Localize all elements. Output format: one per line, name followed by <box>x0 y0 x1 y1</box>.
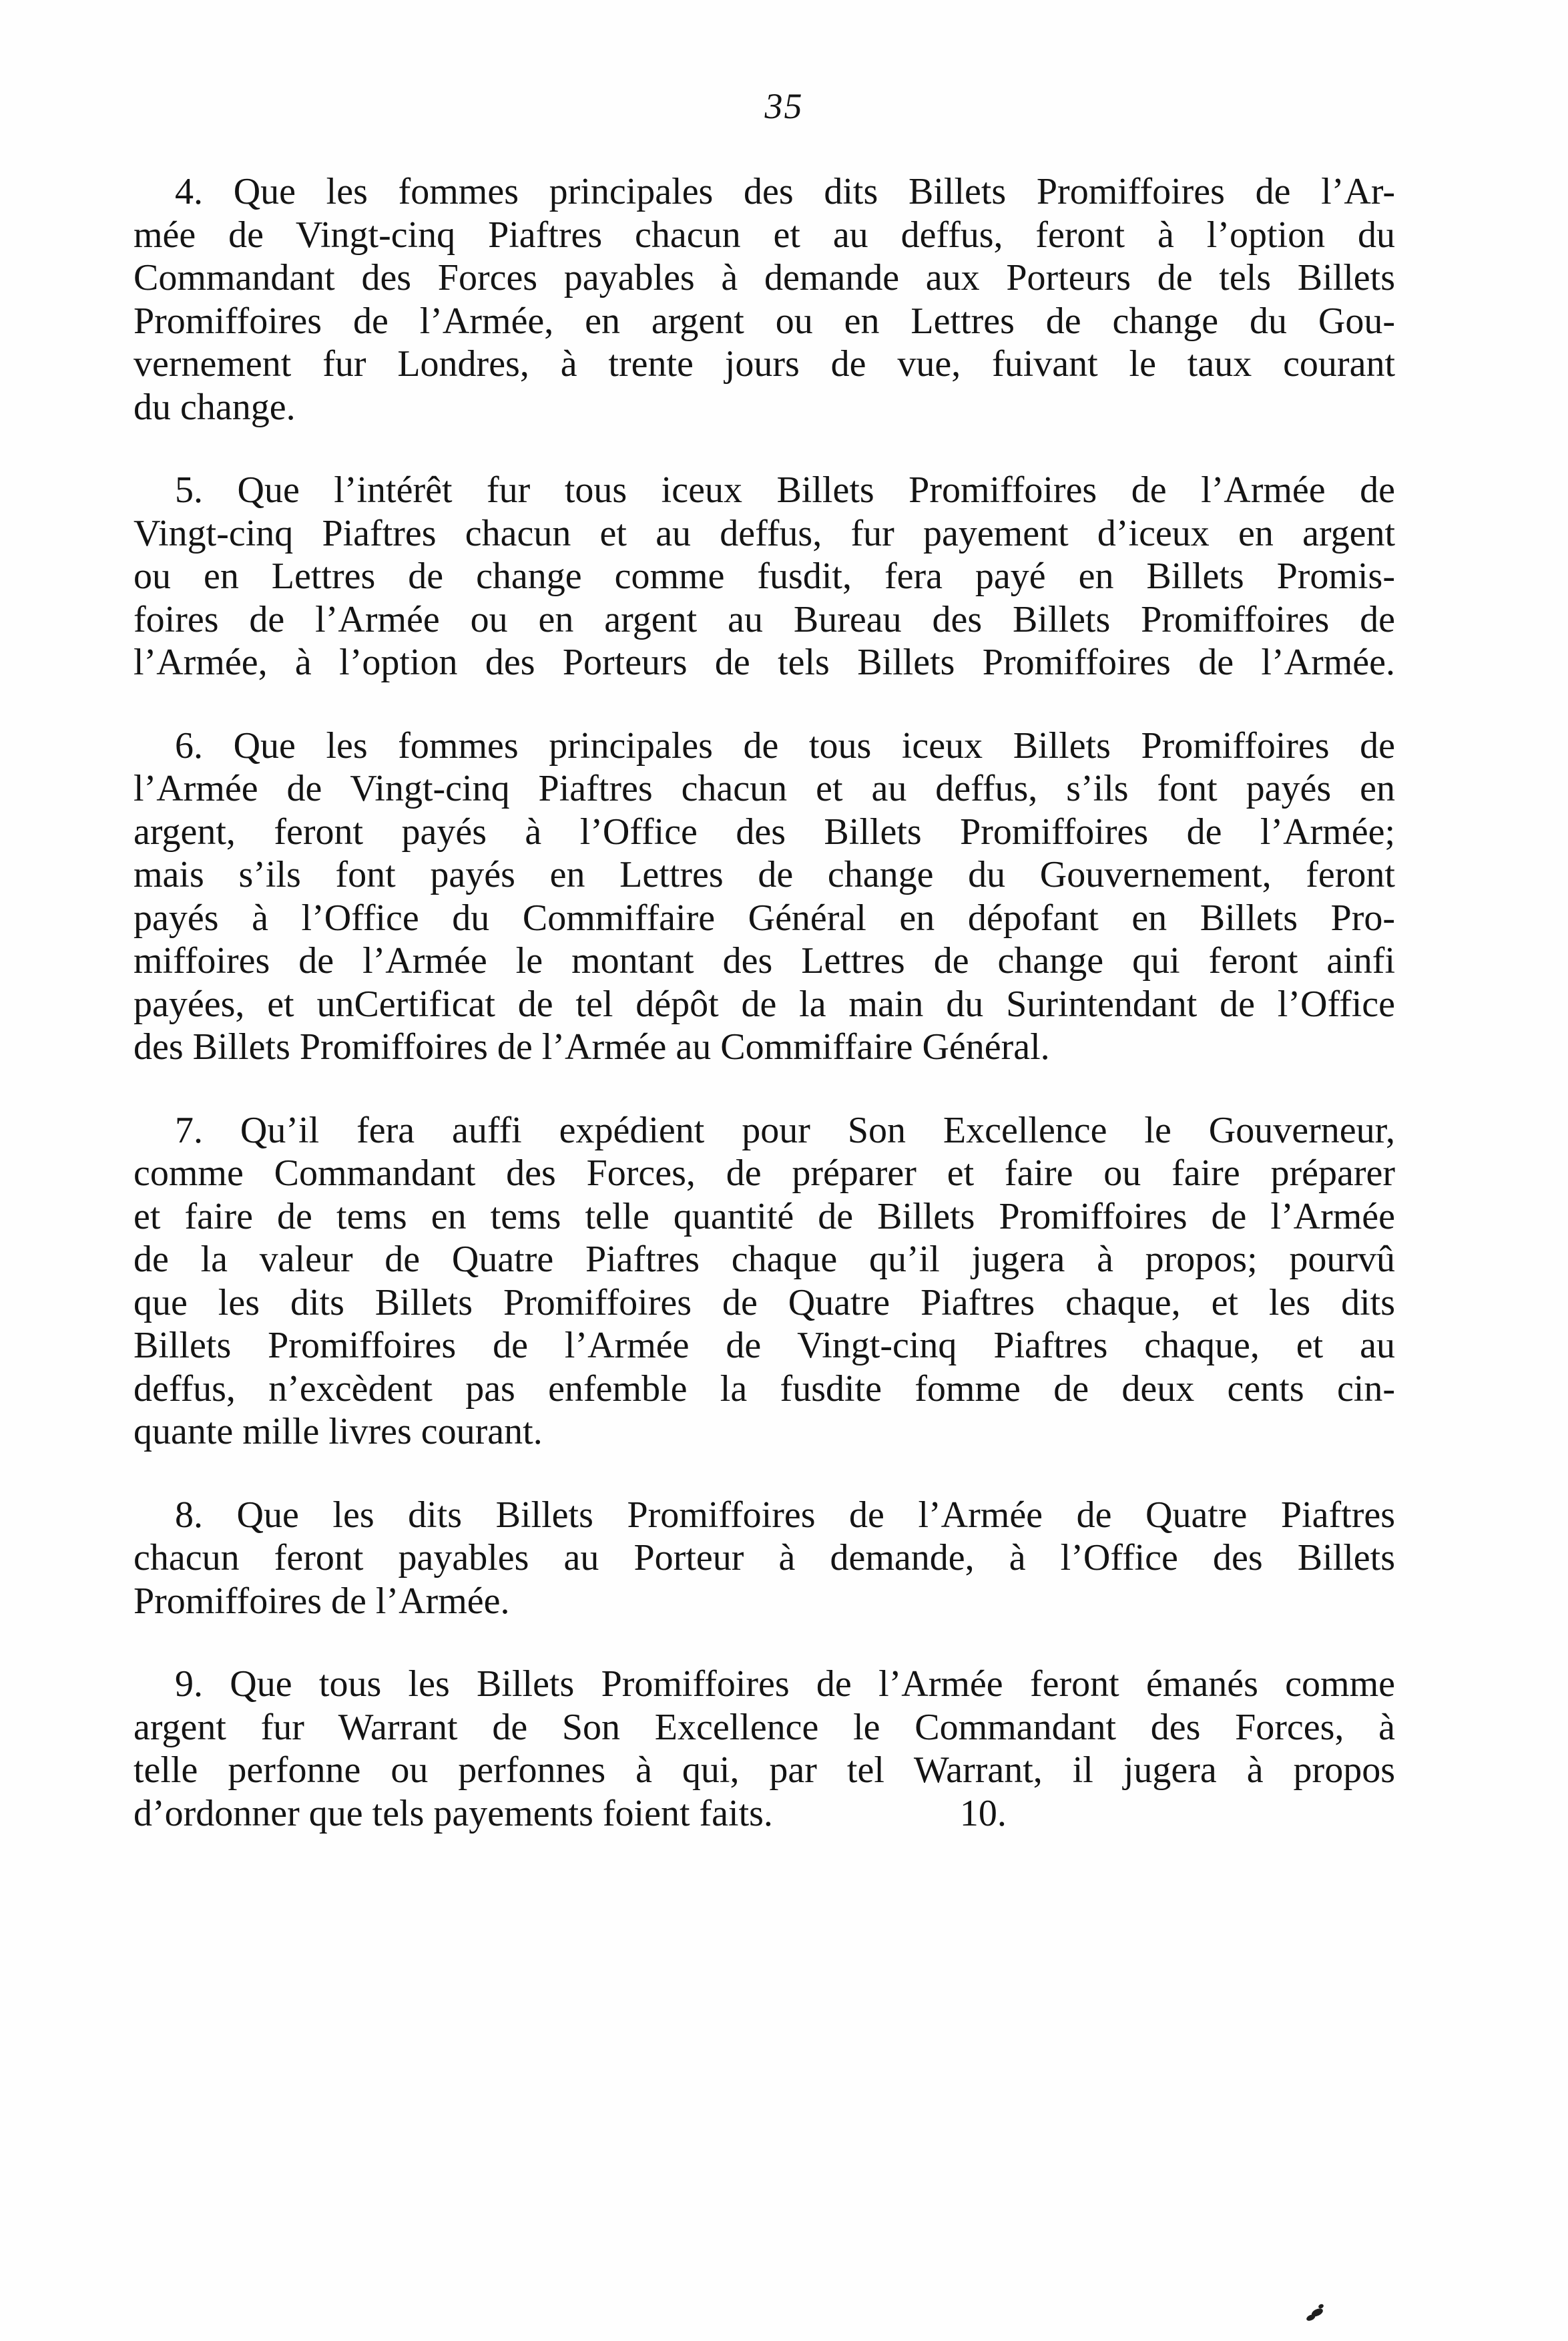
text-line: comme Commandant des Forces, de préparer et faire ou faire préparer <box>134 1152 1395 1194</box>
text-line: que les dits Billets Promiffoires de Quatre Piaftres chaque, et les dits <box>134 1281 1395 1323</box>
document-body <box>134 170 1395 1875</box>
text-line: foires de l’Armée ou en argent au Bureau des Billets Promiffoires de <box>134 598 1395 640</box>
text-line: 4. Que les fommes principales des dits Billets Promiffoires de l’Ar- <box>175 171 1395 212</box>
text-line: 9. Que tous les Billets Promiffoires de l’Armée feront émanés comme <box>175 1663 1395 1705</box>
text-line: quante mille livres courant. <box>134 1411 543 1452</box>
text-line: chacun feront payables au Porteur à demande, à l’Office des Billets <box>134 1537 1395 1578</box>
article-7 <box>134 1109 1395 1454</box>
catchword-line: d’ordonner que tels payements foient faits. 10. <box>134 1792 1007 1834</box>
text-line: du change. <box>134 386 296 428</box>
page-number: 35 <box>764 86 804 126</box>
text-line: deffus, n’excèdent pas enfemble la fusdite fomme de deux cents cin- <box>134 1367 1395 1410</box>
text-line: argent fur Warrant de Son Excellence le Commandant des Forces, à <box>134 1706 1395 1748</box>
text-line: vernement fur Londres, à trente jours de vue, fuivant le taux courant <box>134 343 1395 385</box>
text-line: 6. Que les fommes principales de tous iceux Billets Promiffoires de <box>175 724 1395 767</box>
text-line: Commandant des Forces payables à demande aux Porteurs de tels Billets <box>134 257 1395 298</box>
text-line: Billets Promiffoires de l’Armée de Vingt-cinq Piaftres chaque, et au <box>134 1325 1395 1366</box>
text-line: 5. Que l’intérêt fur tous iceux Billets Promiffoires de l’Armée de <box>175 469 1395 511</box>
text-line: payées, et unCertificat de tel dépôt de la main du Surintendant de l’Office <box>134 983 1395 1025</box>
text-line: argent, feront payés à l’Office des Billets Promiffoires de l’Armée; <box>134 811 1395 853</box>
text-line: Promiffoires de l’Armée, en argent ou en Lettres de change du Gou- <box>134 300 1395 342</box>
text-line: miffoires de l’Armée le montant des Lettres de change qui feront ainfi <box>134 940 1395 982</box>
article-5 <box>134 469 1395 684</box>
text-line: l’Armée, à l’option des Porteurs de tels Billets Promiffoires de l’Armée. <box>134 642 1395 683</box>
article-6 <box>134 724 1395 1069</box>
ink-speck <box>1303 2303 1329 2324</box>
text-line: 7. Qu’il fera auffi expédient pour Son Excellence le Gouverneur, <box>175 1109 1395 1151</box>
text-line: ou en Lettres de change comme fusdit, fera payé en Billets Promis- <box>134 556 1395 597</box>
text-line: payés à l’Office du Commiffaire Général en dépofant en Billets Pro- <box>134 897 1395 939</box>
text-line: de la valeur de Quatre Piaftres chaque qu’il jugera à propos; pourvû <box>134 1239 1395 1280</box>
article-4 <box>134 170 1395 429</box>
text-line: Promiffoires de l’Armée. <box>134 1580 510 1622</box>
article-8 <box>134 1494 1395 1623</box>
text-line: 8. Que les dits Billets Promiffoires de l’Armée de Quatre Piaftres <box>175 1494 1395 1536</box>
text-line: et faire de tems en tems telle quantité de Billets Promiffoires de l’Armée <box>134 1195 1395 1237</box>
article-9 <box>134 1663 1395 1835</box>
text-line: telle perfonne ou perfonnes à qui, par tel Warrant, il jugera à propos <box>134 1749 1395 1791</box>
text-line: l’Armée de Vingt-cinq Piaftres chacun et au deffus, s’ils font payés en <box>134 768 1395 809</box>
text-line: mée de Vingt-cinq Piaftres chacun et au deffus, feront à l’option du <box>134 214 1395 256</box>
text-line: Vingt-cinq Piaftres chacun et au deffus, fur payement d’iceux en argent <box>134 512 1395 554</box>
text-line: des Billets Promiffoires de l’Armée au Commiffaire Général. <box>134 1026 1050 1068</box>
text-line: mais s’ils font payés en Lettres de change du Gouvernement, feront <box>134 854 1395 895</box>
